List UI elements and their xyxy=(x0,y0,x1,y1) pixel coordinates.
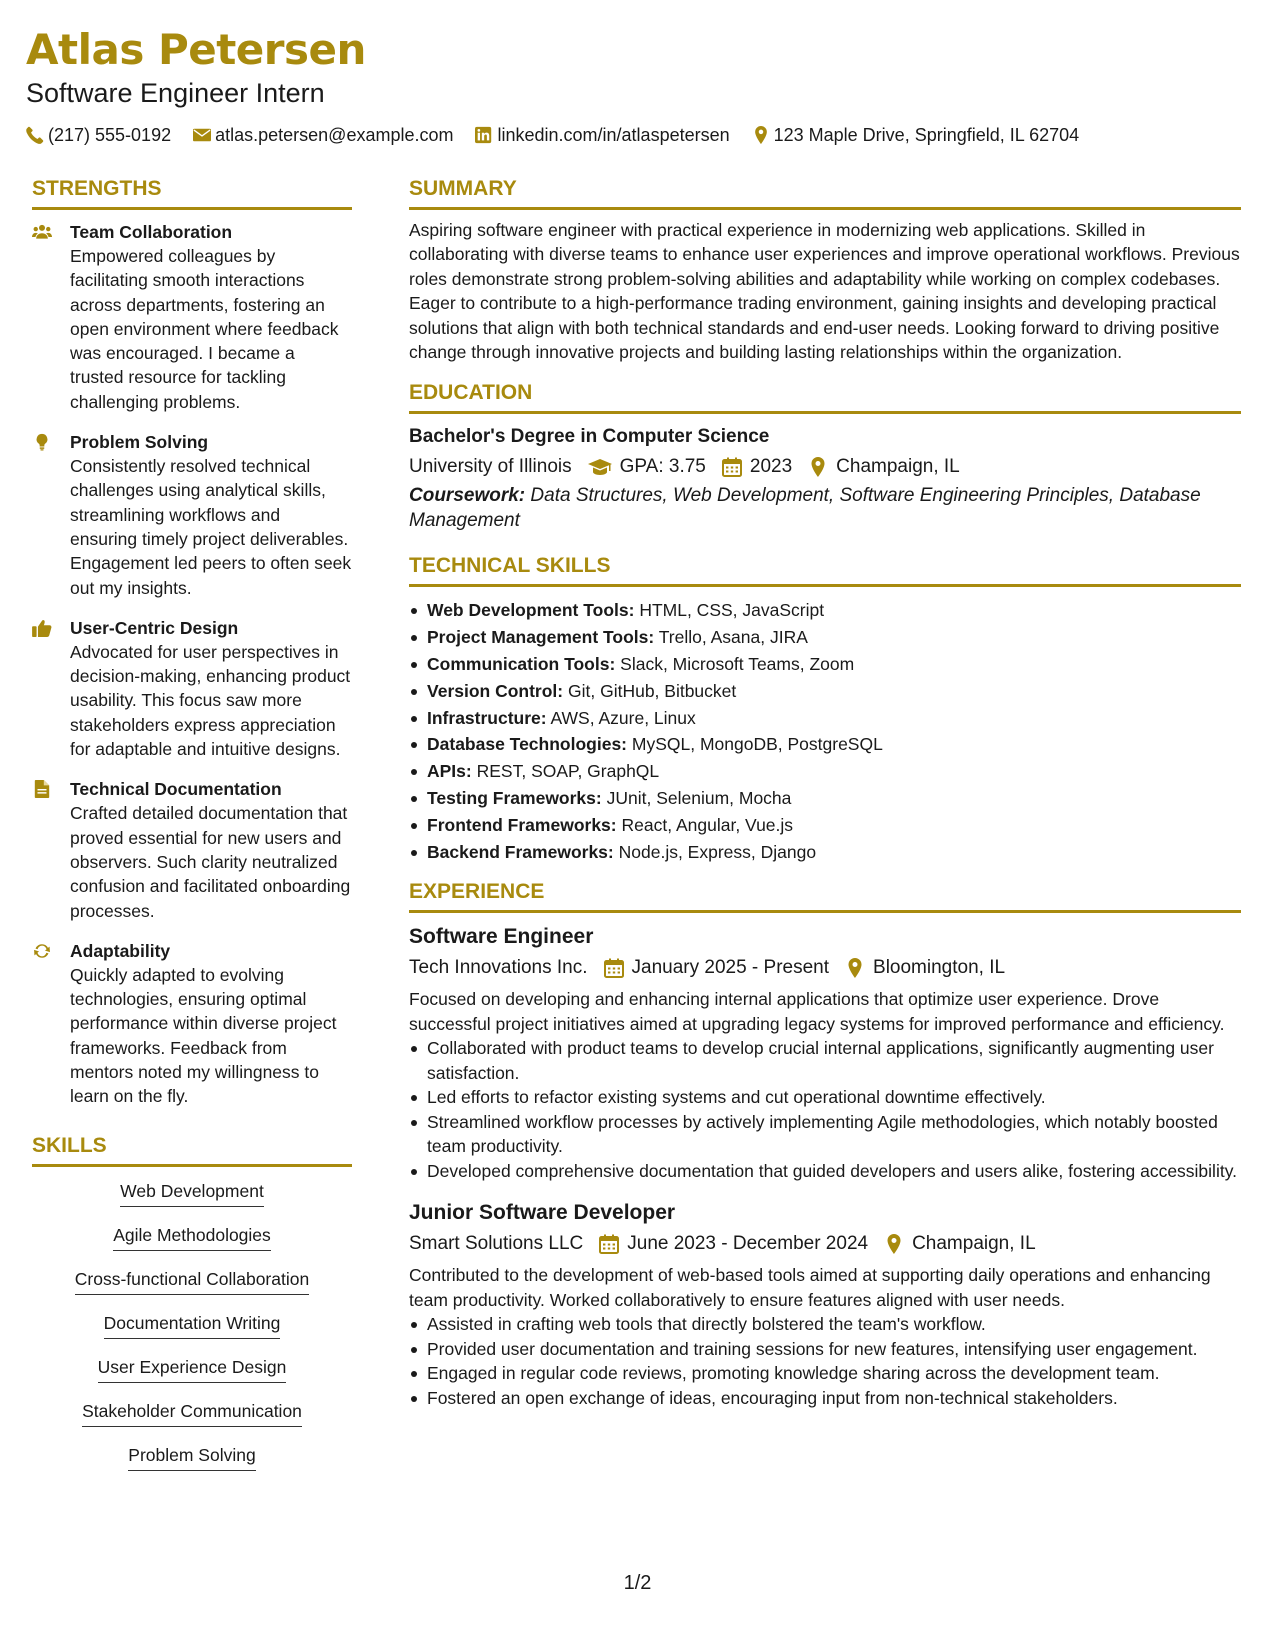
jobs-list xyxy=(409,923,1241,1410)
strength-description: Consistently resolved technical challenges using analytical skills, streamlining workflows and ensuring timely project deliverables. Engagement led peers to often seek out my insights. xyxy=(70,456,352,598)
contact-linkedin[interactable] xyxy=(475,124,729,146)
job-bullet: Fostered an open exchange of ideas, encouraging input from non-technical stakeholders. xyxy=(409,1386,1241,1411)
education-location: Champaign, IL xyxy=(836,456,960,478)
technical-skill-label: Backend Frameworks: xyxy=(427,841,614,862)
strength-icon-wrap xyxy=(32,220,70,414)
strength-description: Quickly adapted to evolving technologies, ensuring optimal performance within diverse project frameworks. Feedback from mentors noted my willingness to learn on the fly. xyxy=(70,964,337,1107)
technical-skill-label: Project Management Tools: xyxy=(427,627,655,648)
candidate-title: Software Engineer Intern xyxy=(26,78,325,108)
map-pin-icon xyxy=(752,126,770,144)
technical-skill-value: MySQL, MongoDB, PostgreSQL xyxy=(631,734,883,755)
technical-skills-section xyxy=(409,551,1241,865)
summary-section xyxy=(409,174,1241,364)
lightbulb-icon xyxy=(32,433,52,451)
map-pin-icon xyxy=(845,958,865,978)
job-bullets xyxy=(409,1312,1241,1410)
education-heading: EDUCATION xyxy=(409,378,1241,414)
coursework xyxy=(409,484,1241,533)
thumbs-up-icon xyxy=(32,619,52,637)
page-number: 1/2 xyxy=(623,1572,652,1594)
job-bullet: Engaged in regular code reviews, promoting knowledge sharing across the development team. xyxy=(409,1361,1241,1386)
left-column xyxy=(32,174,352,1487)
job-bullet: Collaborated with product teams to develop crucial internal applications, significantly augmenting user satisfaction. xyxy=(409,1036,1241,1085)
technical-skill-label: Testing Frameworks: xyxy=(427,788,602,809)
calendar-icon xyxy=(604,958,624,978)
job-meta xyxy=(409,1230,1241,1257)
technical-skill-item xyxy=(409,651,1241,678)
strength-icon-wrap xyxy=(32,430,70,600)
strength-body xyxy=(70,777,352,922)
technical-skill-value: Node.js, Express, Django xyxy=(618,841,817,862)
map-pin-icon xyxy=(884,1234,904,1254)
technical-skills-heading: TECHNICAL SKILLS xyxy=(409,551,1241,587)
technical-skill-value: React, Angular, Vue.js xyxy=(621,814,794,835)
graduation-year: 2023 xyxy=(749,456,793,478)
skill-tag: Stakeholder Communication xyxy=(82,1399,302,1427)
resume-header xyxy=(26,24,1246,146)
job-entry xyxy=(409,1199,1241,1410)
technical-skill-value: JUnit, Selenium, Mocha xyxy=(606,788,792,809)
technical-skill-value: AWS, Azure, Linux xyxy=(550,707,696,728)
technical-skill-value: HTML, CSS, JavaScript xyxy=(639,600,825,621)
job-location: Champaign, IL xyxy=(912,1233,1036,1255)
job-title: Software Engineer xyxy=(409,925,594,949)
skills-list xyxy=(32,1179,352,1487)
job-bullet: Provided user documentation and training sessions for new features, intensifying user engagement. xyxy=(409,1337,1241,1362)
experience-heading: EXPERIENCE xyxy=(409,877,1241,913)
technical-skills-list xyxy=(409,597,1241,865)
email-text: atlas.petersen@example.com xyxy=(215,125,454,145)
strength-item xyxy=(32,939,352,1109)
education-meta xyxy=(409,453,1241,480)
job-bullet: Assisted in crafting web tools that directly bolstered the team's workflow. xyxy=(409,1312,1241,1337)
technical-skill-item xyxy=(409,678,1241,705)
strength-title: Team Collaboration xyxy=(70,222,233,242)
calendar-icon xyxy=(722,457,742,477)
skill-tag: Web Development xyxy=(120,1179,264,1207)
job-meta xyxy=(409,954,1241,981)
strength-icon-wrap xyxy=(32,939,70,1109)
company-name: Tech Innovations Inc. xyxy=(409,957,588,979)
technical-skill-item xyxy=(409,597,1241,624)
users-icon xyxy=(32,223,52,241)
contact-email[interactable] xyxy=(193,124,453,146)
document-icon xyxy=(32,780,52,798)
strength-body xyxy=(70,939,352,1109)
technical-skill-item xyxy=(409,785,1241,812)
contact-address xyxy=(752,124,1080,146)
technical-skill-value: Trello, Asana, JIRA xyxy=(658,627,808,648)
phone-text: (217) 555-0192 xyxy=(48,125,172,145)
skills-section xyxy=(32,1131,352,1487)
strength-title: Adaptability xyxy=(70,940,171,961)
technical-skill-label: Infrastructure: xyxy=(427,707,547,728)
contact-phone[interactable] xyxy=(26,124,171,146)
technical-skill-item xyxy=(409,624,1241,651)
strength-icon-wrap xyxy=(32,616,70,761)
education-section xyxy=(409,378,1241,533)
job-dates: June 2023 - December 2024 xyxy=(627,1233,869,1255)
right-column xyxy=(409,174,1241,1410)
skill-tag: Cross-functional Collaboration xyxy=(75,1267,309,1295)
technical-skill-value: REST, SOAP, GraphQL xyxy=(476,761,660,782)
strengths-section xyxy=(32,174,352,1109)
technical-skill-label: Web Development Tools: xyxy=(427,600,635,621)
map-pin-icon xyxy=(808,457,828,477)
technical-skill-item xyxy=(409,839,1241,866)
coursework-text: Data Structures, Web Development, Software Engineering Principles, Database Management xyxy=(409,485,1201,531)
job-bullet: Led efforts to refactor existing systems and cut operational downtime effectively. xyxy=(409,1085,1241,1110)
strengths-list xyxy=(32,220,352,1109)
job-bullet: Streamlined workflow processes by actively implementing Agile methodologies, which notably boosted team productivity. xyxy=(409,1110,1241,1159)
strength-title: User-Centric Design xyxy=(70,617,239,638)
technical-skill-value: Git, GitHub, Bitbucket xyxy=(568,680,737,701)
strength-description: Advocated for user perspectives in decision-making, enhancing product usability. This focus saw more stakeholders express appreciation for adaptable and intuitive designs. xyxy=(70,641,351,760)
job-bullet: Developed comprehensive documentation that guided developers and users alike, fostering accessibility. xyxy=(409,1159,1241,1184)
strength-title: Problem Solving xyxy=(70,432,209,453)
skills-heading: SKILLS xyxy=(32,1131,352,1167)
envelope-icon xyxy=(193,126,211,144)
strength-item xyxy=(32,220,352,414)
contact-row xyxy=(26,124,1246,146)
degree-title: Bachelor's Degree in Computer Science xyxy=(409,426,770,448)
candidate-name: Atlas Petersen xyxy=(26,25,366,74)
skill-tag: User Experience Design xyxy=(98,1355,287,1383)
linkedin-text: linkedin.com/in/atlaspetersen xyxy=(497,125,730,145)
calendar-icon xyxy=(599,1234,619,1254)
job-description: Focused on developing and enhancing internal applications that optimize user experience. Drove successful project initiatives aimed at upgrading legacy systems for improved performance and efficiency. xyxy=(409,989,1225,1034)
job-bullets xyxy=(409,1036,1241,1183)
summary-heading: SUMMARY xyxy=(409,174,1241,210)
technical-skill-item xyxy=(409,705,1241,732)
technical-skill-label: Version Control: xyxy=(427,680,564,701)
technical-skill-item xyxy=(409,758,1241,785)
company-name: Smart Solutions LLC xyxy=(409,1233,584,1255)
experience-section xyxy=(409,877,1241,1410)
strength-item xyxy=(32,616,352,761)
strengths-heading: STRENGTHS xyxy=(32,174,352,210)
phone-icon xyxy=(26,126,44,144)
strength-title: Technical Documentation xyxy=(70,779,282,800)
strength-body xyxy=(70,220,352,414)
summary-text: Aspiring software engineer with practical experience in modernizing web applications. Skilled in collaborating with diverse teams to enhance user experiences and improve operational workflows. Previous roles demonstrate strong problem-solving abilities and adaptability while working on complex codebases. Eager to contribute to a high-performance trading environment, gaining insights and developing practical solutions that align with both technical standards and end-user needs. Looking forward to driving positive change through innovative projects and building lasting relationships within the organization. xyxy=(409,220,1240,363)
technical-skill-label: APIs: xyxy=(427,761,472,782)
job-description: Contributed to the development of web-based tools aimed at supporting daily operations and enhancing team productivity. Worked collaboratively to ensure features aligned with user needs. xyxy=(409,1265,1211,1310)
strength-item xyxy=(32,430,352,600)
job-location: Bloomington, IL xyxy=(873,957,1006,979)
job-entry xyxy=(409,923,1241,1183)
school-name: University of Illinois xyxy=(409,456,572,478)
job-title: Junior Software Developer xyxy=(409,1201,676,1225)
strength-description: Empowered colleagues by facilitating smooth interactions across departments, fostering an open environment where feedback was encouraged. I became a trusted resource for tackling challenging problems. xyxy=(70,246,339,412)
technical-skill-label: Frontend Frameworks: xyxy=(427,814,617,835)
technical-skill-item xyxy=(409,731,1241,758)
gpa-text: GPA: 3.75 xyxy=(619,456,706,478)
coursework-label: Coursework: xyxy=(409,485,526,507)
graduation-cap-icon xyxy=(588,457,612,477)
strength-description: Crafted detailed documentation that proved essential for new users and observers. Such clarity neutralized confusion and facilitated onboarding processes. xyxy=(70,803,351,921)
strength-icon-wrap xyxy=(32,777,70,922)
technical-skill-item xyxy=(409,812,1241,839)
technical-skill-label: Database Technologies: xyxy=(427,734,628,755)
job-dates: January 2025 - Present xyxy=(631,957,830,979)
address-text: 123 Maple Drive, Springfield, IL 62704 xyxy=(773,125,1080,145)
skill-tag: Problem Solving xyxy=(128,1443,255,1471)
sync-icon xyxy=(32,942,52,960)
strength-body xyxy=(70,616,352,761)
strength-body xyxy=(70,430,352,600)
skill-tag: Agile Methodologies xyxy=(113,1223,271,1251)
technical-skill-value: Slack, Microsoft Teams, Zoom xyxy=(620,654,855,675)
skill-tag: Documentation Writing xyxy=(104,1311,281,1339)
strength-item xyxy=(32,777,352,922)
technical-skill-label: Communication Tools: xyxy=(427,654,616,675)
linkedin-icon xyxy=(475,126,493,144)
